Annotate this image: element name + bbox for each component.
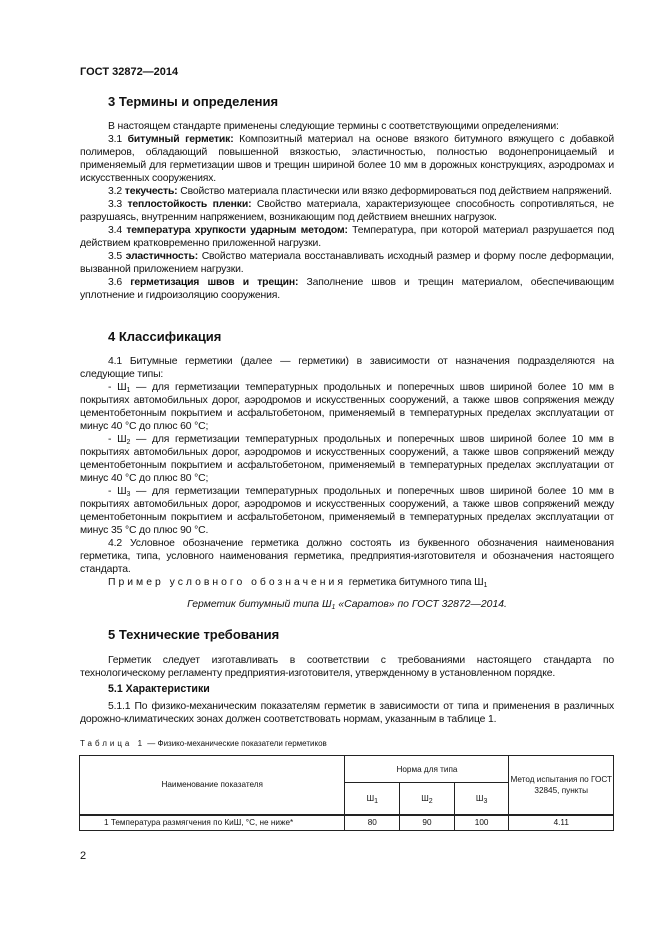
terms-list	[0, 133, 615, 302]
table-cell-name: 1 Температура размягчения по КиШ, °С, не ниже*	[80, 815, 345, 831]
term-name: текучесть:	[124, 186, 178, 197]
term-definition: 3.1 битумный герметик: Композитный материал на основе вязкого битумного вяжущего с добавкой полимеров, обладающий повышенной вязкостью, эластичностью, полностью водонепроницаемый и применяемый для герметизации швов и трещин шириной более 10 мм в дорожных конструкциях, аэродромах и искусственных сооружениях.	[80, 134, 614, 184]
term-name: эластичность:	[125, 251, 199, 262]
paragraph-4-1: 4.1 Битумные герметики (далее — герметики) в зависимости от назначения подразделяются на следующие типы:	[80, 356, 614, 380]
table-1	[79, 755, 614, 831]
example-designation: Пример условного обозначения герметика битумного типа $Ш_1$	[108, 577, 488, 589]
term-definition: 3.4 температура хрупкости ударным методом: Температура, при которой материал разрушается под действием кратковременно приложенной нагрузки.	[80, 225, 615, 249]
section-4-body	[0, 355, 615, 589]
type-item: - $Ш_3$ — для герметизации температурных продольных и поперечных швов шириной более 10 мм в покрытиях автомобильных дорог, аэродромов и искусственных сооружений, а также швов сопряжений между цементобетонным покрытием и асфальтобетоном, применяемый в температурных пределах эксплуатации от минус 35 °С до плюс 90 °С.	[80, 486, 615, 536]
page-number: 2	[80, 850, 87, 862]
section-4-title: 4 Классификация	[108, 329, 222, 344]
term-definition: 3.5 эластичность: Свойство материала восстанавливать исходный размер и форму после деформации, вызванной приложением нагрузки.	[80, 251, 614, 275]
document-header: ГОСТ 32872—2014	[80, 66, 179, 78]
type-item: - $Ш_2$ — для герметизации температурных продольных и поперечных швов шириной более 10 мм в покрытиях автомобильных дорог, аэродромов и искусственных сооружений, а также швов сопряжений между цементобетонным покрытием и асфальтобетоном, применяемый в температурных пределах эксплуатации от минус 40 °С до плюс 80 °С;	[80, 434, 615, 484]
term-definition: 3.6 герметизация швов и трещин: Заполнение швов и трещин материалом, обеспечивающим уплотнение и гидроизоляцию сооружения.	[80, 277, 614, 301]
paragraph-5-1-1: 5.1.1 По физико-механическим показателям герметик в зависимости от типа и применения в различных дорожно-климатических зонах должен соответствовать нормам, указанным в таблице 1.	[80, 701, 614, 725]
col-header-type: $Ш_2$	[400, 783, 455, 815]
term-name: битумный герметик:	[127, 134, 234, 145]
table-cell-v2: 90	[400, 815, 455, 831]
col-header-name: Наименование показателя	[80, 756, 345, 815]
table-cell-v3: 100	[454, 815, 509, 831]
term-definition: 3.3 теплостойкость пленки: Свойство материала, характеризующее способность сопротивляться, не разрушаясь, внутренним напряжением, возникающим под действием внешних нагрузок.	[80, 199, 614, 223]
paragraph-4-2: 4.2 Условное обозначение герметика должно состоять из буквенного обозначения наименования герметика, типа, условного наименования герметика, предприятия-изготовителя и обозначения настоящего стандарта.	[80, 538, 614, 575]
section-5-paragraph: Герметик следует изготавливать в соответствии с требованиями настоящего стандарта по технологическому регламенту предприятия-изготовителя, утвержденному в установленном порядке.	[80, 655, 614, 679]
table-cell-v1: 80	[345, 815, 400, 831]
table-caption: Таблица 1 — Физико-механические показатели герметиков	[80, 739, 327, 748]
example-text: Герметик битумный типа $Ш_1$ «Саратов» по ГОСТ 32872—2014.	[187, 599, 507, 611]
table-cell-method: 4.11	[509, 815, 614, 831]
col-header-type: $Ш_1$	[345, 783, 400, 815]
term-definition: 3.2 текучесть: Свойство материала пластически или вязко деформироваться под действием напряжений.	[108, 186, 612, 197]
col-header-norm: Норма для типа	[345, 756, 509, 783]
section-5-title: 5 Технические требования	[108, 627, 280, 642]
term-name: теплостойкость пленки:	[127, 199, 252, 210]
subsection-5-1-title: 5.1 Характеристики	[108, 683, 210, 695]
term-name: температура хрупкости ударным методом:	[126, 225, 348, 236]
col-header-type: $Ш_3$	[454, 783, 509, 815]
col-header-method: Метод испытания по ГОСТ 32845, пункты	[509, 756, 614, 815]
term-name: герметизация швов и трещин:	[130, 277, 299, 288]
type-item: - $Ш_1$ — для герметизации температурных продольных и поперечных швов шириной более 10 мм в покрытиях автомобильных дорог, аэродромов и искусственных сооружений, а также швов сопряжения между цементобетонным покрытием и асфальтобетоном, применяемый в температурных пределах эксплуатации от минус 40 °С до плюс 60 °С;	[80, 382, 615, 432]
section-3-intro: В настоящем стандарте применены следующие термины с соответствующими определениями:	[108, 121, 559, 132]
section-3-title: 3 Термины и определения	[108, 94, 279, 109]
